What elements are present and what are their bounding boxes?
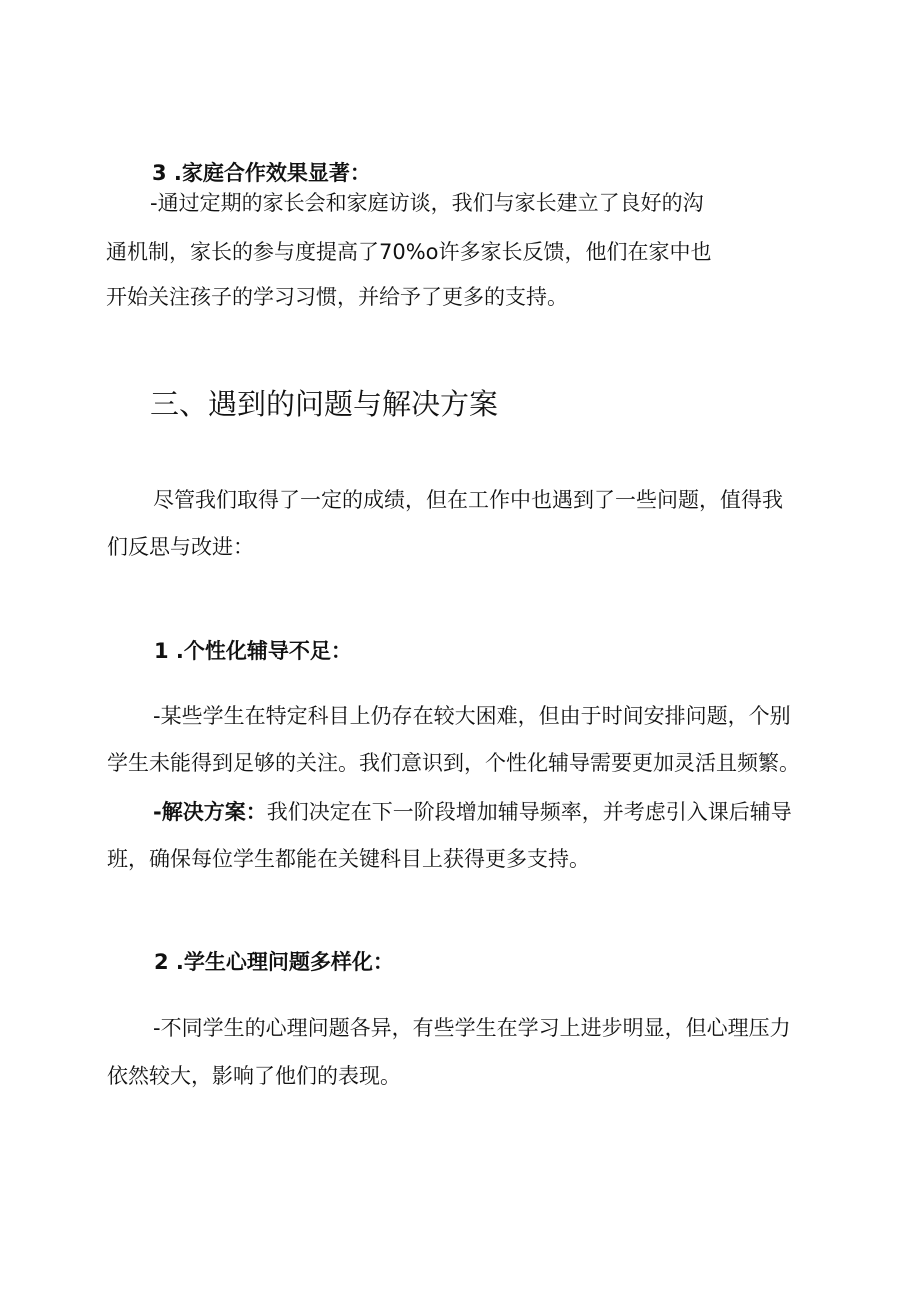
problem-2-desc-line-2: 依然较大，影响了他们的表现。: [107, 1064, 401, 1088]
solution-text-1: 我们决定在下一阶段增加辅导频率，并考虑引入课后辅导: [266, 800, 792, 824]
problem-1-solution-line-2: 班，确保每位学生都能在关键科目上获得更多支持。: [107, 847, 590, 871]
section-three-heading: 三、遇到的问题与解决方案: [150, 387, 499, 421]
point-3-line-3: 开始关注孩子的学习习惯，并给予了更多的支持。: [106, 285, 568, 309]
problem-1-solution-line-1: [153, 802, 792, 823]
solution-label: -解决方案：: [153, 800, 267, 824]
point-3-line-2: 通机制，家长的参与度提高了70%o许多家长反馈，他们在家中也: [106, 240, 712, 264]
section-three-intro-line-2: 们反思与改进：: [107, 535, 254, 559]
problem-1-desc-line-1: -某些学生在特定科目上仍存在较大困难，但由于时间安排问题，个别: [153, 704, 791, 728]
problem-2-title: 2 .学生心理问题多样化：: [154, 950, 394, 974]
problem-2-desc-line-1: -不同学生的心理问题各异，有些学生在学习上进步明显，但心理压力: [153, 1016, 791, 1040]
point-3-line-1: -通过定期的家长会和家庭访谈，我们与家长建立了良好的沟: [150, 191, 704, 215]
point-3-title: 3 .家庭合作效果显著：: [152, 161, 371, 185]
section-three-intro-line-1: 尽管我们取得了一定的成绩，但在工作中也遇到了一些问题，值得我: [153, 488, 783, 512]
problem-1-desc-line-2: 学生未能得到足够的关注。我们意识到，个性化辅导需要更加灵活且频繁。: [107, 751, 800, 775]
problem-1-title: 1 .个性化辅导不足：: [154, 639, 352, 663]
